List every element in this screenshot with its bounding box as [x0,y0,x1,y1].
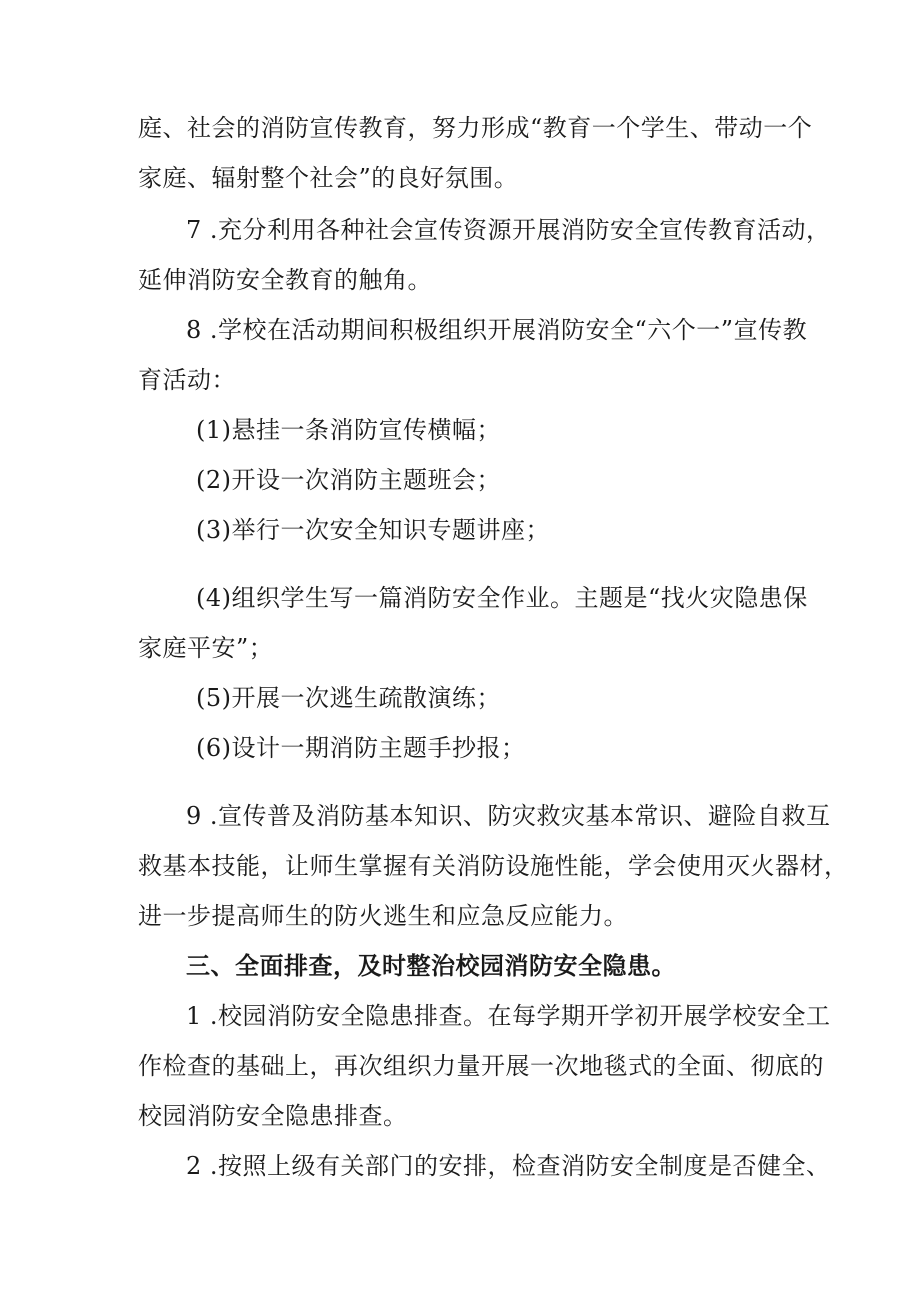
list-item: (3)举行一次安全知识专题讲座； [196,516,550,544]
text-line: 9 .宣传普及消防基本知识、防灾救灾基本常识、避险自救互 [186,802,831,830]
list-item: (2)开设一次消防主题班会； [196,466,501,494]
text-line: 进一步提高师生的防火逃生和应急反应能力。 [138,902,628,930]
text-line: 救基本技能，让师生掌握有关消防设施性能，学会使用灭火器材， [138,852,849,880]
list-item: (1)悬挂一条消防宣传横幅； [196,416,501,444]
text-line: 家庭、辐射整个社会”的良好氛围。 [138,164,519,192]
text-line: 庭、社会的消防宣传教育，努力形成“教育一个学生、带动一个 [138,114,813,142]
section-heading: 三、全面排查，及时整治校园消防安全隐患。 [186,952,676,980]
list-item: (5)开展一次逃生疏散演练； [196,684,501,712]
text-line: 家庭平安”； [138,634,274,662]
text-line: 作检查的基础上，再次组织力量开展一次地毯式的全面、彻底的 [138,1052,824,1080]
list-item: (4)组织学生写一篇消防安全作业。主题是“找火灾隐患保 [196,584,808,612]
text-line: 7 .充分利用各种社会宣传资源开展消防安全宣传教育活动， [186,216,831,244]
text-line: 校园消防安全隐患排查。 [138,1102,408,1130]
text-line: 1 .校园消防安全隐患排查。在每学期开学初开展学校安全工 [186,1002,831,1030]
text-line: 育活动： [138,366,236,394]
text-line: 延伸消防安全教育的触角。 [138,266,432,294]
text-line: 8 .学校在活动期间积极组织开展消防安全“六个一”宣传教 [186,316,808,344]
list-item: (6)设计一期消防主题手抄报； [196,734,526,762]
text-line: 2 .按照上级有关部门的安排，检查消防安全制度是否健全、 [186,1152,831,1180]
